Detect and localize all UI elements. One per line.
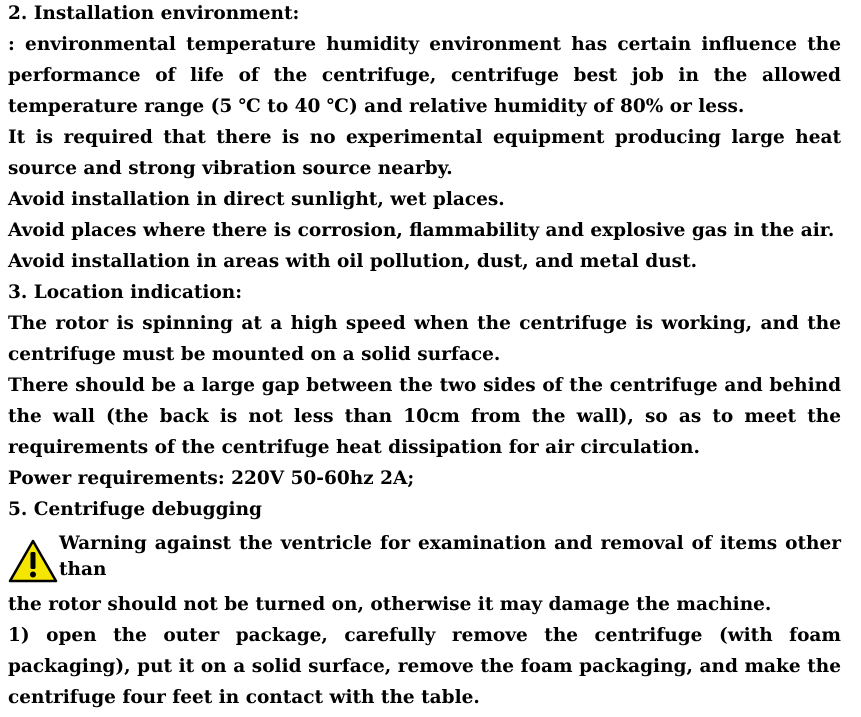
heading-installation-environment: 2. Installation environment: xyxy=(8,3,300,24)
paragraph-power-requirements: Power requirements: 220V 50-60hz 2A; xyxy=(8,468,415,489)
heading-centrifuge-debugging: 5. Centrifuge debugging xyxy=(8,499,262,520)
warning-text: Warning against the ventricle for examination and removal of items other than xyxy=(59,533,841,580)
paragraph-avoid-sunlight: Avoid installation in direct sunlight, wet places. xyxy=(8,189,505,210)
warning-block xyxy=(8,531,841,583)
paragraph-rotor-solid-surface: The rotor is spinning at a high speed when the centrifuge is working, and the centrifuge must be mounted on a solid surface. xyxy=(8,313,841,365)
paragraph-heat-vibration: It is required that there is no experimental equipment producing large heat source and strong vibration source nearby. xyxy=(8,127,841,179)
warning-triangle-icon xyxy=(8,539,58,583)
heading-location-indication: 3. Location indication: xyxy=(8,282,243,303)
warning-text-continued: the rotor should not be turned on, otherwise it may damage the machine. xyxy=(8,594,772,615)
paragraph-avoid-corrosion: Avoid places where there is corrosion, flammability and explosive gas in the air. xyxy=(8,220,835,241)
paragraph-step-1-unpack: 1) open the outer package, carefully remove the centrifuge (with foam packaging), put it on a solid surface, remove the foam packaging, and make the centrifuge four feet in contact with the table. xyxy=(8,625,841,708)
paragraph-wall-gap: There should be a large gap between the two sides of the centrifuge and behind the wall (the back is not less than 10cm from the wall), so as to meet the requirements of the centrifuge heat dissipation for air circulation. xyxy=(8,375,841,458)
paragraph-temperature-humidity: : environmental temperature humidity environment has certain influence the performance of life of the centrifuge, centrifuge best job in the allowed temperature range (5 ℃ to 40 ℃) and relative humidity of 80% or less. xyxy=(8,34,841,117)
paragraph-avoid-oil-dust: Avoid installation in areas with oil pollution, dust, and metal dust. xyxy=(8,251,698,272)
